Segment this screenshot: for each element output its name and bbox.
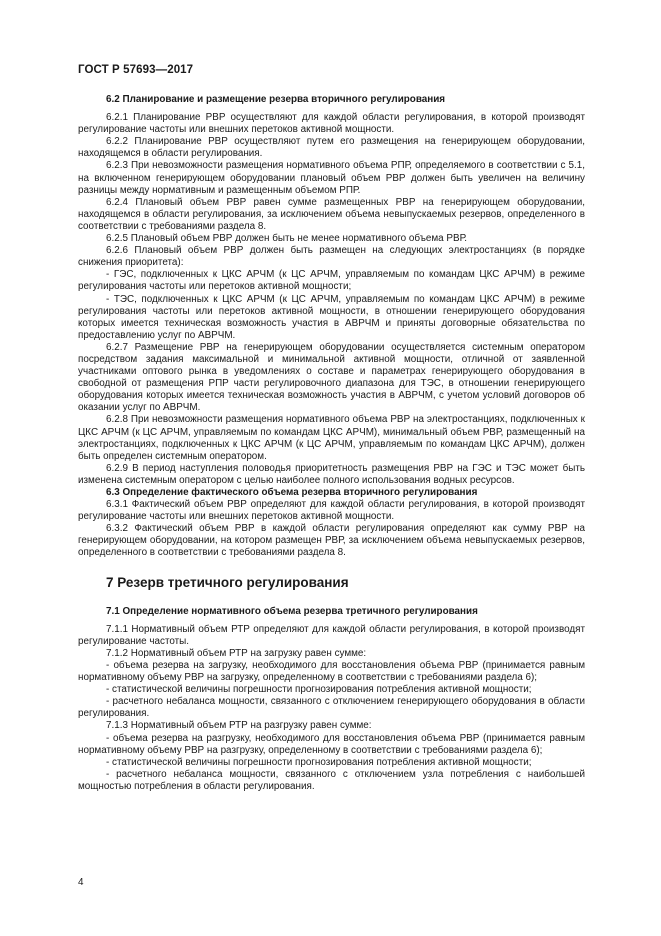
- list-item: - ГЭС, подключенных к ЦКС АРЧМ (к ЦС АРЧМ, управляемым по командам ЦКС АРЧМ) в режиме регулирования частоты или перетоков активной мощности;: [78, 269, 585, 293]
- clause-6-3-1: 6.3.1 Фактический объем РВР определяют для каждой области регулирования, в которой производят регулирование частоты или внешних перетоков активной мощности.: [78, 499, 585, 523]
- page-number: 4: [78, 877, 84, 888]
- clause-6-2-7: 6.2.7 Размещение РВР на генерирующем оборудовании осуществляется системным оператором посредством задания максимальной и минимальной активной мощности, отличной от заявленной участниками оптового рынка в уведомлениях о составе и параметрах генерирующего оборудования в свободной от размещения РПР части регулировочного диапазона для ТЭС, в отношении генерирующего оборудования которых имеется техническая возможность участия в АВРЧМ, с учетом условий договоров об оказании услуг по АВРЧМ.: [78, 341, 585, 414]
- document-body: [78, 94, 585, 793]
- clause-7-1-2: 7.1.2 Нормативный объем РТР на загрузку равен сумме:: [106, 647, 367, 659]
- clause-6-2-9: 6.2.9 В период наступления половодья приоритетность размещения РВР на ГЭС и ТЭС может быть изменена системным оператором с целью наиболее полного использования водных ресурсов.: [78, 462, 585, 486]
- clause-7-1-1: 7.1.1 Нормативный объем РТР определяют для каждой области регулирования, в которой производят регулирование частоты.: [78, 623, 585, 647]
- standard-header: ГОСТ Р 57693—2017: [78, 64, 194, 76]
- section-heading-6-3: 6.3 Определение фактического объема резерва вторичного регулирования: [106, 487, 478, 498]
- clause-6-2-5: 6.2.5 Плановый объем РВР должен быть не менее нормативного объема РВР.: [106, 233, 468, 245]
- clause-6-2-3: 6.2.3 При невозможности размещения нормативного объема РПР, определяемого в соответствии с 5.1, на включенном генерирующем оборудовании плановый объем РВР должен быть увеличен на величину разницы между нормативным и размещенным объемом РПР.: [78, 160, 585, 196]
- clause-6-2-1: 6.2.1 Планирование РВР осуществляют для каждой области регулирования, в которой производят регулирование частоты или внешних перетоков активной мощности.: [78, 112, 585, 136]
- clause-6-2-6: 6.2.6 Плановый объем РВР должен быть размещен на следующих электростанциях (в порядке снижения приоритета):: [78, 245, 585, 269]
- section-heading-6-2: 6.2 Планирование и размещение резерва вторичного регулирования: [106, 94, 446, 105]
- clause-6-2-8: 6.2.8 При невозможности размещения нормативного объема РВР на электростанциях, подключенных к ЦКС АРЧМ (к ЦС АРЧМ, управляемым по командам ЦКС АРЧМ), минимальный объем РВР, размещенный на электростанциях, подключенных к ЦКС АРЧМ (к ЦС АРЧМ, управляемым по командам ЦКС АРЧМ), должен быть определен системным оператором.: [78, 414, 585, 462]
- section-title-7: 7 Резерв третичного регулирования: [106, 574, 349, 590]
- section-heading-7-1: 7.1 Определение нормативного объема резерва третичного регулирования: [106, 605, 478, 617]
- clause-6-2-2: 6.2.2 Планирование РВР осуществляют путем его размещения на генерирующем оборудовании, находящемся в области регулирования.: [78, 136, 585, 160]
- clause-7-1-3: 7.1.3 Нормативный объем РТР на разгрузку равен сумме:: [106, 720, 372, 732]
- clause-6-3-2: 6.3.2 Фактический объем РВР в каждой области регулирования определяют как сумму РВР на генерирующем оборудовании, на котором размещен РВР, за исключением объема невыпускаемых резервов, определенного в соответствии с требованиями раздела 8.: [78, 523, 585, 559]
- list-item: - расчетного небаланса мощности, связанного с отключением генерирующего оборудования в области регулирования.: [78, 696, 585, 720]
- clause-6-2-4: 6.2.4 Плановый объем РВР равен сумме размещенных РВР на генерирующем оборудовании, находящемся в области регулирования, за исключением объема невыпускаемых резервов, определенного в соответствии с требованиями раздела 8.: [78, 196, 585, 232]
- list-item: - объема резерва на загрузку, необходимого для восстановления объема РВР (принимается равным нормативному объему РВР на загрузку, определенному в соответствии с требованиями раздела 6);: [78, 659, 585, 684]
- list-item: - статистической величины погрешности прогнозирования потребления активной мощности;: [106, 684, 532, 696]
- list-item: - расчетного небаланса мощности, связанного с отключением узла потребления с наибольшей мощностью потребления в области регулирования.: [78, 768, 585, 792]
- list-item: - статистической величины погрешности прогнозирования потребления активной мощности;: [106, 756, 532, 768]
- list-item: - объема резерва на разгрузку, необходимого для восстановления объема РВР (принимается равным нормативному объему РВР на разгрузку, определенному в соответствии с требованиями раздела 6);: [78, 732, 585, 756]
- list-item: - ТЭС, подключенных к ЦКС АРЧМ (к ЦС АРЧМ, управляемым по командам ЦКС АРЧМ) в режиме регулирования частоты или перетоков активной мощности, в отношении генерирующего оборудования которых имеется техническая возможность участия в АВРЧМ и приняты договорные обязательства по предоставлению услуг по АВРЧМ.: [78, 293, 585, 341]
